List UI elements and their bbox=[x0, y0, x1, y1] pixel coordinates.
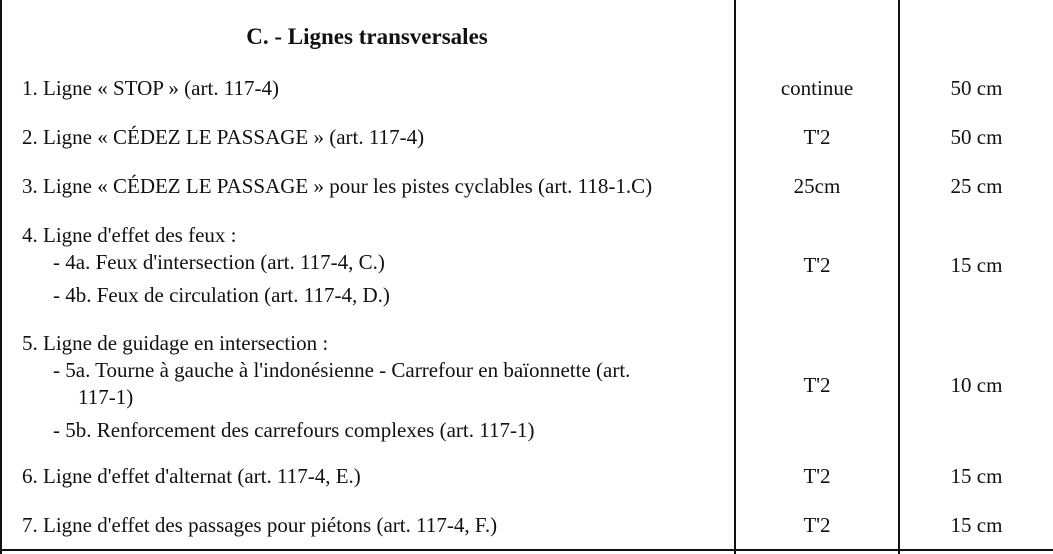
row-label: 5. Ligne de guidage en intersection : bbox=[22, 331, 329, 355]
row-label-block bbox=[22, 330, 728, 444]
row-width: 10 cm bbox=[950, 373, 1003, 397]
row-width: 50 cm bbox=[950, 125, 1003, 149]
row-label: 4. Ligne d'effet des feux : bbox=[22, 223, 237, 247]
row-type: T'2 bbox=[803, 125, 831, 149]
table-bottom-border bbox=[0, 549, 1053, 551]
row-label: 6. Ligne d'effet d'alternat (art. 117-4, E.) bbox=[22, 464, 361, 488]
row-sub-item: - 4a. Feux d'intersection (art. 117-4, C.) bbox=[53, 250, 385, 274]
row-type: 25cm bbox=[793, 174, 841, 198]
row-width: 15 cm bbox=[950, 513, 1003, 537]
row-sub-item-continuation: 117-1) bbox=[78, 385, 134, 409]
row-label-block bbox=[22, 222, 728, 309]
row-type: T'2 bbox=[803, 513, 831, 537]
row-type: T'2 bbox=[803, 464, 831, 488]
row-width: 15 cm bbox=[950, 464, 1003, 488]
row-sub-item: - 5a. Tourne à gauche à l'indonésienne - Carrefour en baïonnette (art. bbox=[53, 358, 631, 382]
table-left-border bbox=[0, 0, 2, 554]
row-width: 50 cm bbox=[950, 76, 1003, 100]
row-type: T'2 bbox=[803, 253, 831, 277]
row-sub-item: - 4b. Feux de circulation (art. 117-4, D.) bbox=[53, 283, 390, 307]
row-type: T'2 bbox=[803, 373, 831, 397]
row-label: 2. Ligne « CÉDEZ LE PASSAGE » (art. 117-4) bbox=[22, 125, 425, 149]
row-width: 15 cm bbox=[950, 253, 1003, 277]
row-label: 3. Ligne « CÉDEZ LE PASSAGE » pour les pistes cyclables (art. 118-1.C) bbox=[22, 174, 653, 198]
row-type: continue bbox=[780, 76, 854, 100]
section-title: C. - Lignes transversales bbox=[246, 24, 488, 49]
row-width: 25 cm bbox=[950, 174, 1003, 198]
row-label: 1. Ligne « STOP » (art. 117-4) bbox=[22, 76, 280, 100]
row-label: 7. Ligne d'effet des passages pour piétons (art. 117-4, F.) bbox=[22, 513, 498, 537]
row-sub-item: - 5b. Renforcement des carrefours complexes (art. 117-1) bbox=[53, 418, 535, 442]
